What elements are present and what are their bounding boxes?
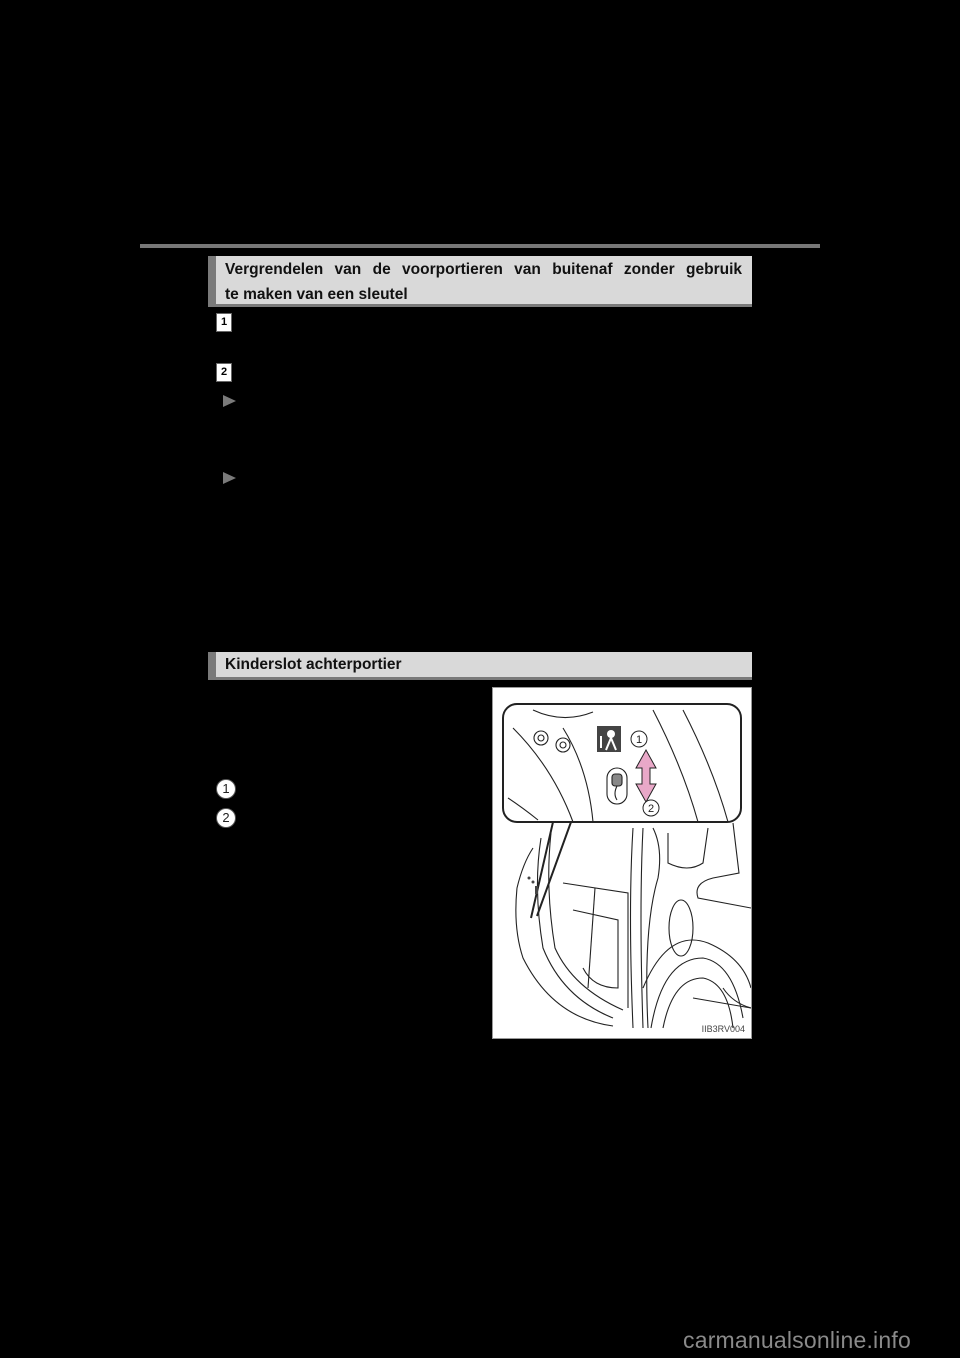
top-divider bbox=[140, 244, 820, 248]
double-arrow-icon bbox=[636, 750, 656, 802]
circled-number-1: 1 bbox=[216, 779, 236, 799]
step-number-1: 1 bbox=[216, 313, 232, 332]
circled-number-2: 2 bbox=[216, 808, 236, 828]
child-lock-illustration bbox=[492, 687, 752, 1039]
section-header-lock-front-doors bbox=[208, 256, 752, 307]
figure-code: IIB3RV004 bbox=[701, 1024, 745, 1034]
step-number-2: 2 bbox=[216, 363, 232, 382]
svg-text:2: 2 bbox=[647, 803, 655, 815]
section-title: Kinderslot achterportier bbox=[225, 656, 402, 673]
section-header-child-lock bbox=[208, 652, 752, 680]
svg-text:1: 1 bbox=[635, 734, 643, 746]
rear-door-diagram bbox=[493, 688, 752, 1039]
watermark: carmanualsonline.info bbox=[683, 1327, 911, 1353]
triangle-bullet-icon bbox=[223, 472, 236, 484]
triangle-bullet-icon bbox=[223, 395, 236, 407]
section-title-line-2: te maken van een sleutel bbox=[225, 286, 408, 303]
section-title-line-1: Vergrendelen van de voorportieren van buitenaf zonder gebruik bbox=[225, 261, 742, 278]
